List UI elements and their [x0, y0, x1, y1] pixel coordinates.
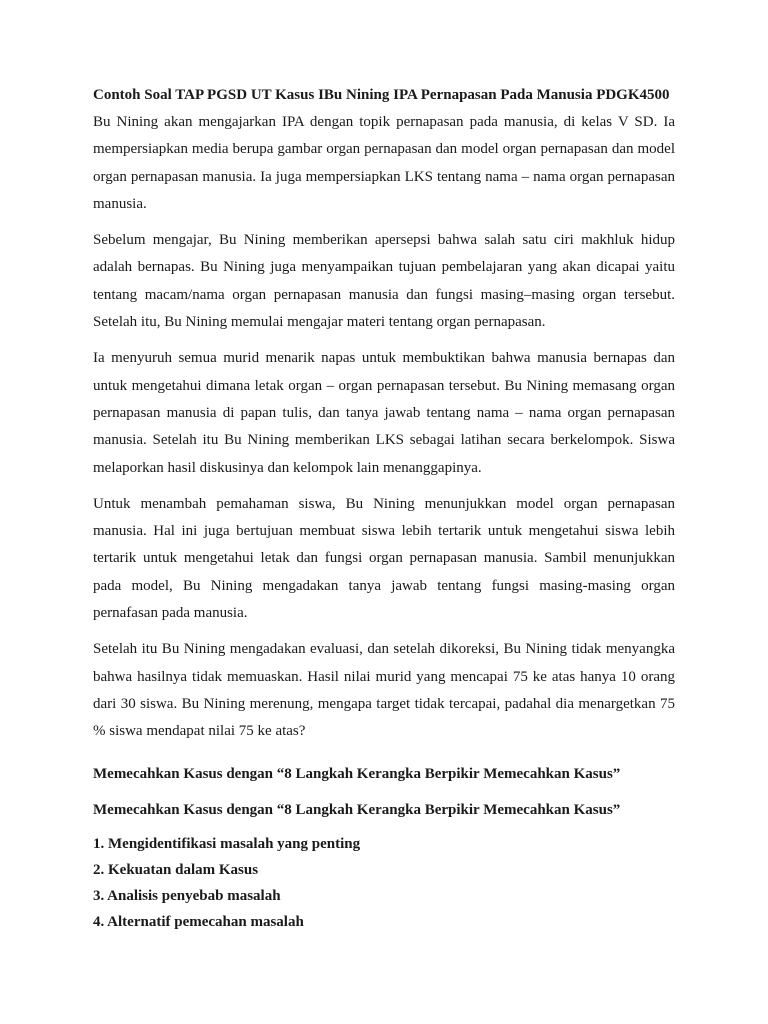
document-page [93, 86, 675, 938]
steps-list [93, 834, 675, 932]
document-title: Contoh Soal TAP PGSD UT Kasus IBu Nining IPA Pernapasan Pada Manusia PDGK4500 [93, 87, 670, 103]
paragraph-5: Setelah itu Bu Nining mengadakan evaluasi, dan setelah dikoreksi, Bu Nining tidak menyangka bahwa hasilnya tidak memuaskan. Hasil nilai murid yang mencapai 75 ke atas hanya 10 orang dari 30 siswa. Bu Nining merenung, mengapa target tidak tercapai, padahal dia menargetkan 75 % siswa mendapat nilai 75 ke atas? [93, 641, 675, 740]
step-item-2: 2. Kekuatan dalam Kasus [93, 861, 259, 878]
step-item-4: 4. Alternatif pemecahan masalah [93, 913, 304, 930]
section-heading-1: Memecahkan Kasus dengan “8 Langkah Kerangka Berpikir Memecahkan Kasus” [93, 765, 621, 782]
paragraph-2: Sebelum mengajar, Bu Nining memberikan apersepsi bahwa salah satu ciri makhluk hidup adalah bernapas. Bu Nining juga menyampaikan tujuan pembelajaran yang akan dicapai yaitu tentang macam/nama organ pernapasan manusia dan fungsi masing–masing organ tersebut. Setelah itu, Bu Nining memulai mengajar materi tentang organ pernapasan. [93, 232, 675, 331]
paragraph-4: Untuk menambah pemahaman siswa, Bu Nining menunjukkan model organ pernapasan manusia. Hal ini juga bertujuan membuat siswa lebih tertarik untuk mengetahui siswa lebih tertarik untuk mengetahui letak dan fungsi organ pernapasan manusia. Sambil menunjukkan pada model, Bu Nining mengadakan tanya jawab tentang fungsi masing-masing organ pernafasan pada manusia. [93, 495, 675, 622]
section-heading-2: Memecahkan Kasus dengan “8 Langkah Kerangka Berpikir Memecahkan Kasus” [93, 801, 621, 818]
step-item-3: 3. Analisis penyebab masalah [93, 887, 281, 904]
paragraph-3: Ia menyuruh semua murid menarik napas untuk membuktikan bahwa manusia bernapas dan untuk mengetahui dimana letak organ – organ pernapasan tersebut. Bu Nining memasang organ pernapasan manusia di papan tulis, dan tanya jawab tentang nama – nama organ pernapasan manusia. Setelah itu Bu Nining memberikan LKS sebagai latihan secara berkelompok. Siswa melaporkan hasil diskusinya dan kelompok lain menanggapinya. [93, 350, 675, 476]
paragraph-1: Bu Nining akan mengajarkan IPA dengan topik pernapasan pada manusia, di kelas V SD. Ia mempersiapkan media berupa gambar organ pernapasan dan model organ pernapasan dan model organ pernapasan manusia. Ia juga mempersiapkan LKS tentang nama – nama organ pernapasan manusia. [93, 114, 675, 212]
step-item-1: 1. Mengidentifikasi masalah yang penting [93, 835, 361, 852]
